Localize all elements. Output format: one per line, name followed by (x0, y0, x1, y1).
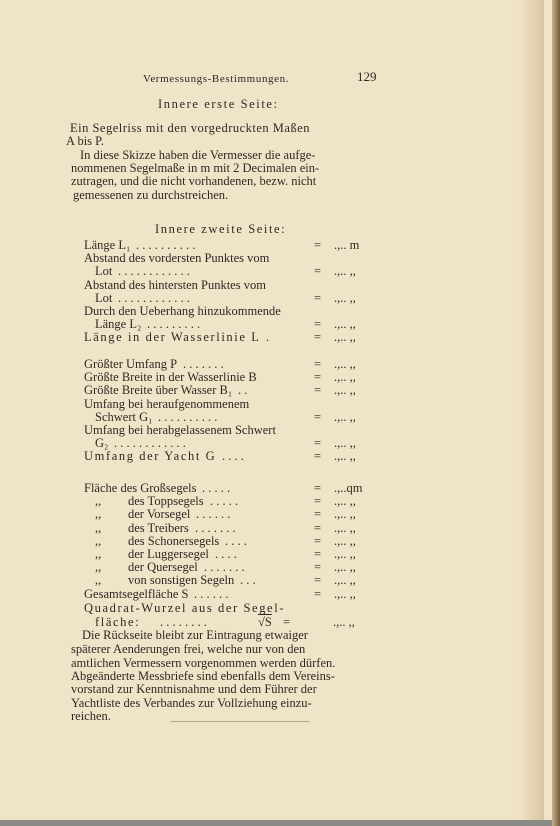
equals-sign: = (314, 264, 322, 279)
closing-line: Abgeänderte Messbriefe sind ebenfalls dem Vereins- (71, 669, 335, 683)
leader-dots: . (266, 330, 270, 345)
row-label: Länge L₂ (95, 317, 142, 332)
value-placeholder: .,.. ,, (334, 264, 356, 279)
leader-dots: . . . . (215, 547, 237, 561)
leader-dots: . . . . . . . . . . (136, 238, 196, 252)
section1-line: nommenen Segelmaße in m mit 2 Decimalen ein- (71, 161, 320, 175)
value-placeholder: .,.. ,, (334, 330, 356, 345)
row-label: Umfang bei herabgelassenem Schwert (84, 423, 276, 437)
equals-sign: = (314, 533, 322, 548)
book-spine (552, 0, 560, 826)
leader-dots: . . . . (222, 449, 244, 464)
closing-line: späterer Aenderungen frei, welche nur von den (71, 642, 306, 656)
leader-dots: . . . . . . . (204, 560, 245, 575)
section1-line: zutragen, und die nicht vorhandenen, bezw. nicht (71, 174, 317, 188)
value-placeholder: .,.. ,, (334, 586, 356, 601)
section1-heading: Innere erste Seite: (158, 97, 279, 111)
row-label: Umfang bei heraufgenommenem (84, 396, 250, 411)
value-placeholder: .,.. ,, (334, 494, 356, 509)
section1-line: In diese Skizze haben die Vermesser die aufge- (80, 148, 316, 162)
value-placeholder: .,.. ,, (334, 449, 356, 464)
value-placeholder: .,.. ,, (334, 370, 356, 385)
row-label: Umfang der Yacht G (84, 449, 217, 464)
value-placeholder: .,.. ,, (334, 520, 356, 535)
row-label: Größter Umfang P (84, 357, 178, 371)
section-rule (170, 721, 310, 722)
ditto-mark: ,, (95, 520, 102, 535)
equals-sign: = (314, 573, 322, 588)
value-placeholder: .,.. ,, (334, 317, 356, 332)
row-label: Abstand des hintersten Punktes vom (84, 277, 266, 292)
ditto-mark: ,, (95, 573, 102, 588)
equals-sign: = (314, 449, 322, 464)
value-placeholder: .,.. ,, (334, 383, 356, 398)
sqrt-symbol: √S (258, 615, 272, 629)
equals-sign: = (314, 494, 322, 509)
closing-line: amtlichen Vermessern vorgenommen werden dürfen. (71, 656, 336, 670)
row-label: Gesamtsegelfläche S (84, 586, 189, 601)
row-label: Durch den Ueberhang hinzukommende (84, 304, 281, 318)
closing-line: Yachtliste des Verbandes zur Vollziehung einzu- (71, 696, 312, 710)
sqrt-equals: = (283, 615, 291, 629)
value-placeholder: .,.. ,, (334, 436, 356, 451)
sqrt-line-1: Quadrat-Wurzel aus der Segel- (84, 601, 286, 615)
equals-sign: = (314, 481, 322, 495)
ditto-mark: ,, (95, 494, 102, 509)
equals-sign: = (314, 330, 322, 345)
row-label: der Luggersegel (128, 547, 209, 561)
row-label: Abstand des vordersten Punktes vom (84, 251, 270, 266)
equals-sign: = (314, 560, 322, 575)
row-label: Größte Breite in der Wasserlinie B (84, 370, 257, 385)
value-placeholder: .,..qm (334, 481, 363, 495)
leader-dots: . . . . . (210, 494, 239, 509)
section1-line: gemessenen zu durchstreichen. (73, 188, 229, 202)
leader-dots: . . . . . . . (183, 357, 224, 371)
leader-dots: . . . . . . (196, 507, 231, 522)
row-label: Lot (95, 264, 113, 279)
leader-dots: . . . . . . . . . . . . (118, 290, 190, 305)
leader-dots: . . . . . . (194, 586, 229, 601)
value-placeholder: .,.. ,, (334, 560, 356, 575)
value-placeholder: .,.. ,, (334, 290, 356, 305)
leader-dots: . . . . (225, 533, 247, 548)
leader-dots: . . . . . . . . . . . . (118, 264, 190, 279)
row-label: Schwert G₁ (95, 409, 153, 424)
sqrt-line-2-dots: . . . . . . . . (160, 615, 207, 629)
leader-dots: . . (238, 383, 248, 398)
page-number: 129 (357, 69, 377, 84)
equals-sign: = (314, 317, 322, 332)
leader-dots: . . . . . . . . . (147, 317, 201, 332)
leader-dots: . . . . . (202, 481, 231, 495)
value-placeholder: .,.. m (334, 238, 360, 252)
row-label: Lot (95, 290, 113, 305)
section2-heading: Innere zweite Seite: (155, 222, 287, 236)
value-placeholder: .,.. ,, (334, 573, 356, 588)
value-placeholder: .,.. ,, (334, 409, 356, 424)
leader-dots: . . . (240, 573, 256, 588)
row-label: Länge in der Wasserlinie L (84, 330, 261, 345)
running-title: Vermessungs-Bestimmungen. (143, 73, 290, 85)
leader-dots: . . . . . . . . . . (158, 409, 218, 424)
equals-sign: = (314, 520, 322, 535)
equals-sign: = (314, 436, 322, 451)
row-label: Fläche des Großsegels (84, 481, 197, 495)
sqrt-line-2-label: fläche: (95, 615, 141, 629)
equals-sign: = (314, 383, 322, 398)
value-placeholder: .,.. ,, (334, 507, 356, 522)
row-label: G₂ (95, 436, 109, 451)
ditto-mark: ,, (95, 533, 102, 548)
equals-sign: = (314, 238, 322, 252)
ditto-mark: ,, (95, 547, 102, 561)
value-placeholder: .,.. ,, (334, 547, 356, 561)
page-edge-stain (518, 0, 544, 820)
closing-line: Die Rückseite bleibt zur Eintragung etwaiger (82, 628, 308, 642)
equals-sign: = (314, 547, 322, 561)
value-placeholder: .,.. ,, (334, 357, 356, 371)
closing-line: reichen. (71, 709, 111, 723)
equals-sign: = (314, 357, 322, 371)
row-label: der Vorsegel (128, 507, 191, 522)
row-label: des Schonersegels (128, 533, 220, 548)
ditto-mark: ,, (95, 560, 102, 575)
equals-sign: = (314, 370, 322, 385)
row-label: der Quersegel (128, 560, 198, 575)
row-label: des Toppsegels (128, 494, 204, 509)
section1-line: Ein Segelriss mit den vorgedruckten Maßen (70, 121, 311, 135)
equals-sign: = (314, 507, 322, 522)
leader-dots: . . . . . . . (195, 520, 236, 535)
leader-dots: . . . . . . . . . . . . (114, 436, 186, 451)
sqrt-value: .,.. ,, (333, 615, 355, 629)
ditto-mark: ,, (95, 507, 102, 522)
section1-line: A bis P. (66, 134, 104, 148)
row-label: des Treibers (128, 520, 189, 535)
value-placeholder: .,.. ,, (334, 533, 356, 548)
row-label: von sonstigen Segeln (128, 573, 235, 588)
equals-sign: = (314, 290, 322, 305)
closing-line: vorstand zur Kenntnisnahme und dem Führer der (71, 682, 317, 696)
row-label: Größte Breite über Wasser B₁ (84, 383, 233, 398)
equals-sign: = (314, 586, 322, 601)
equals-sign: = (314, 409, 322, 424)
row-label: Länge L₁ (84, 238, 131, 252)
